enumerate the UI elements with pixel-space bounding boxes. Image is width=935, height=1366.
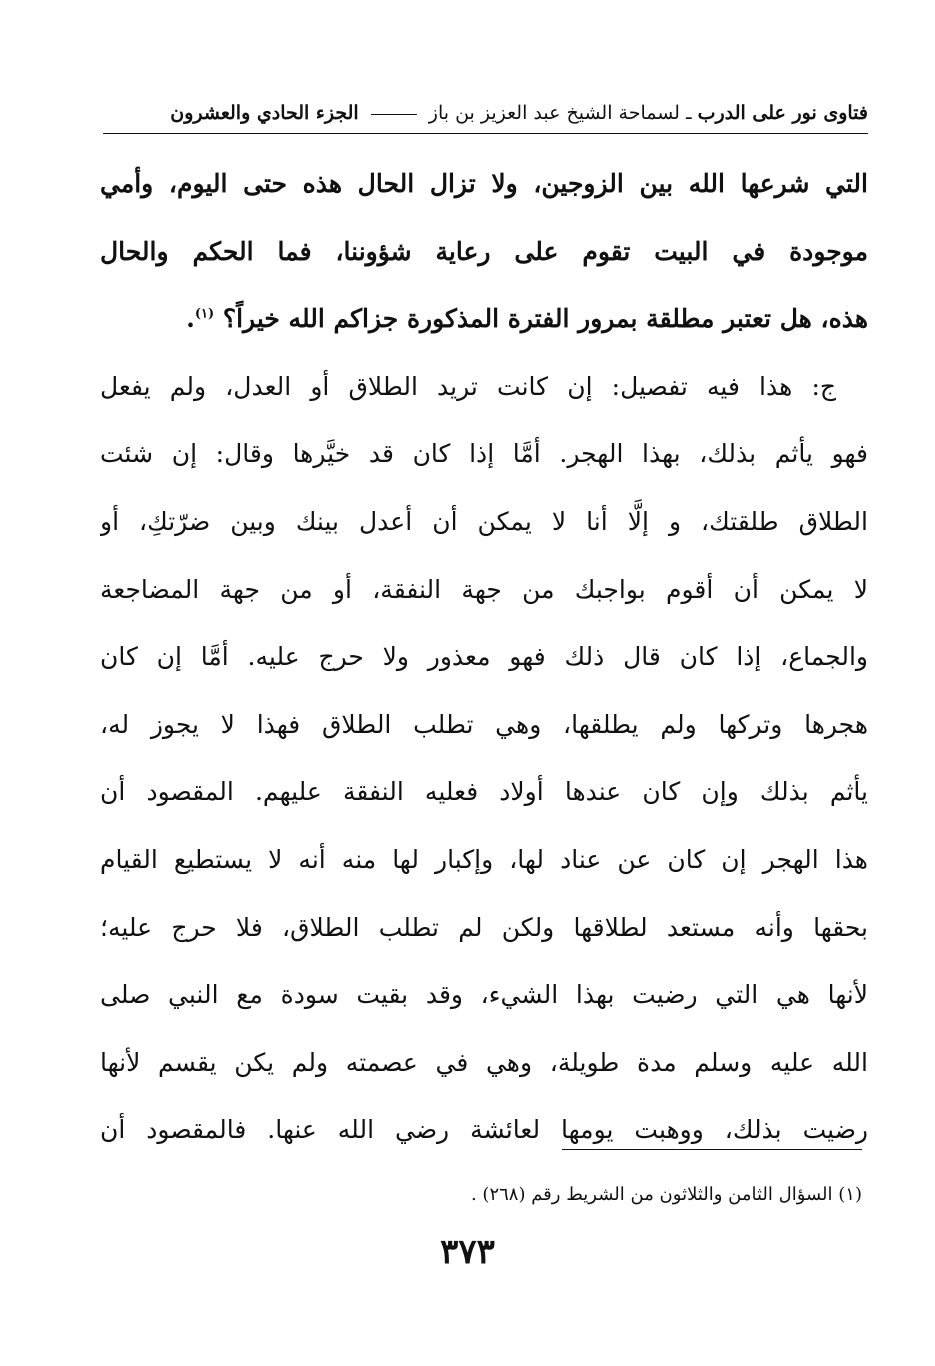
- running-header: [103, 98, 868, 128]
- footnote: (١) السؤال الثامن والثلاثون من الشريط رقم (٢٦٨) .: [470, 1184, 862, 1205]
- answer-line: بحقها وأنه مستعد لطلاقها ولكن لم تطلب الطلاق، فلا حرج عليه؛: [100, 912, 868, 942]
- question-line-last: هذه، هل تعتبر مطلقة بمرور الفترة المذكورة جزاكم الله خيراً؟ $^{(١)}$.: [186, 304, 868, 334]
- question-line: موجودة في البيت تقوم على رعاية شؤوننا، فما الحكم والحال: [100, 236, 868, 266]
- answer-line: هذا الهجر إن كان عن عناد لها، وإكبار لها منه أنه لا يستطيع القيام: [100, 844, 868, 874]
- header-rule: [103, 133, 868, 134]
- header-dash-rule: [371, 114, 417, 115]
- answer-line: الله عليه وسلم مدة طويلة، وهي في عصمته ولم يكن يقسم لأنها: [100, 1047, 868, 1077]
- question-line: التي شرعها الله بين الزوجين، ولا تزال الحال هذه حتى اليوم، وأمي: [100, 169, 868, 198]
- author-name: لسماحة الشيخ عبد العزيز بن باز: [428, 102, 680, 124]
- header-separator: ـ: [686, 102, 692, 124]
- answer-line: فهو يأثم بذلك، بهذا الهجر. أمَّا إذا كان قد خيَّرها وقال: إن شئت: [100, 439, 868, 469]
- answer-line: والجماع، إذا كان قال ذلك فهو معذور ولا حرج عليه. أمَّا إن كان: [100, 642, 868, 672]
- answer-line: الطلاق طلقتك، و إلَّا أنا لا يمكن أن أعدل بينك وبين ضرّتكِ، أو: [100, 506, 868, 536]
- answer-line: لا يمكن أن أقوم بواجبك من جهة النفقة، أو من جهة المضاجعة: [100, 574, 868, 604]
- page-number: ٣٧٣: [440, 1232, 495, 1272]
- answer-line: ج: هذا فيه تفصيل: إن كانت تريد الطلاق أو العدل، ولم يفعل: [100, 371, 836, 401]
- answer-line: لأنها هي التي رضيت بهذا الشيء، وقد بقيت سودة مع النبي صلى: [100, 980, 868, 1010]
- book-title: فتاوى نور على الدرب: [697, 102, 868, 124]
- answer-line: هجرها وتركها ولم يطلقها، وهي تطلب الطلاق فهذا لا يجوز له،: [100, 709, 868, 739]
- question-text: هذه، هل تعتبر مطلقة بمرور الفترة المذكورة جزاكم الله خيراً؟: [222, 304, 868, 334]
- page-body: [100, 150, 868, 1164]
- answer-line: يأثم بذلك وإن كان عندها أولاد فعليه النفقة عليهم. المقصود أن: [100, 777, 868, 807]
- answer-line: رضيت بذلك، ووهبت يومها لعائشة رضي الله عنها. فالمقصود أن: [100, 1115, 868, 1145]
- volume-label: الجزء الحادي والعشرون: [170, 102, 359, 124]
- footnote-reference: (١): [194, 306, 215, 322]
- footnote-rule: [562, 1149, 862, 1150]
